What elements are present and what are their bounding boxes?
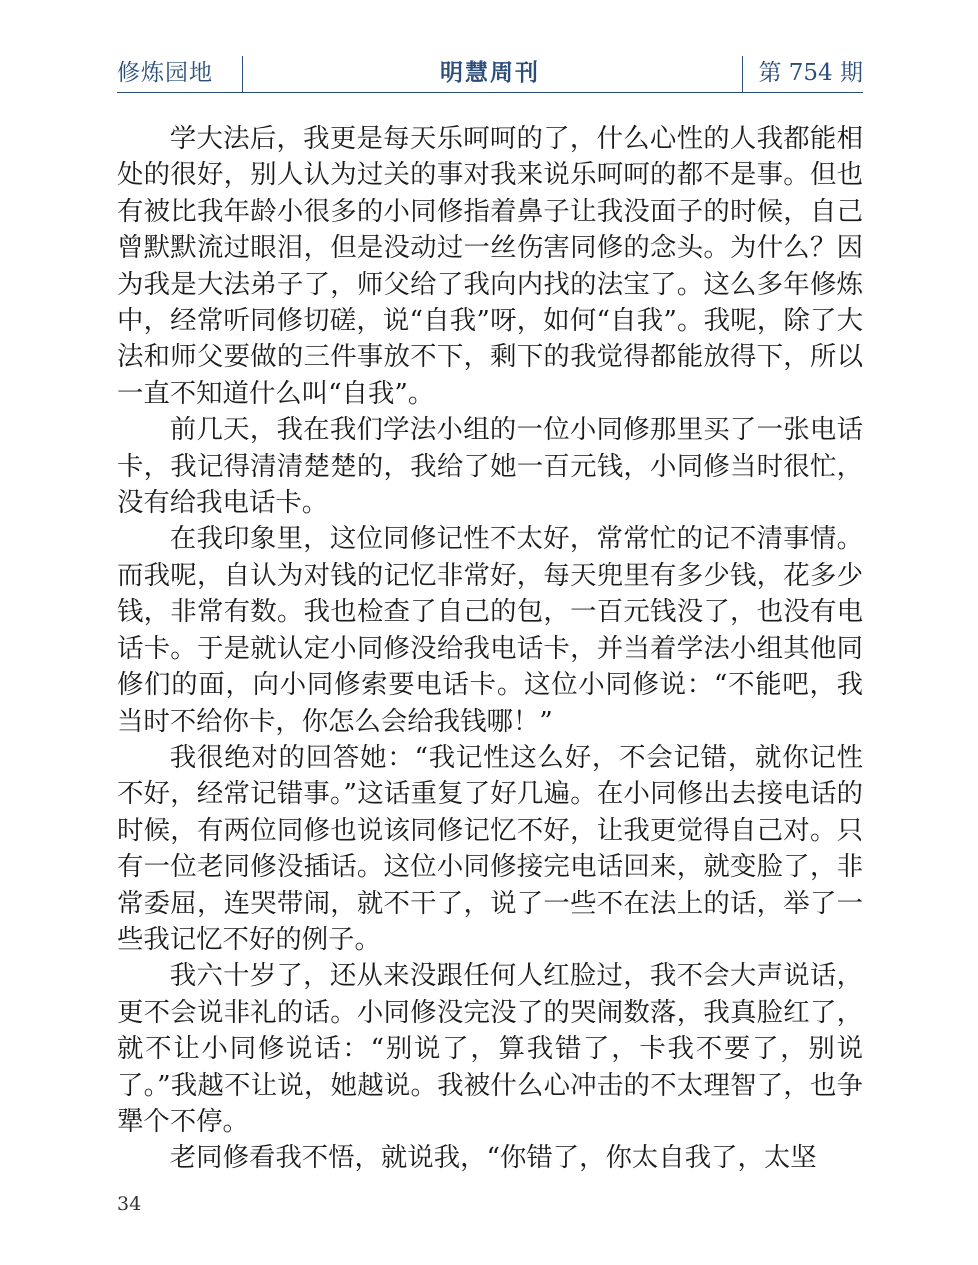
issue-number: 第 754 期 xyxy=(758,60,863,86)
section-name: 修炼园地 xyxy=(117,60,213,86)
paragraph: 我六十岁了，还从来没跟任何人红脸过，我不会大声说话，更不会说非礼的话。小同修没完没了的哭闹数落，我真脸红了，就不让小同修说话：“别说了，算我错了，卡我不要了，别说了。”我越不让说，她越说。我被什么心冲击的不太理智了，也争犟个不停。 xyxy=(117,960,863,1137)
page-number: 34 xyxy=(117,1193,142,1215)
paragraph: 在我印象里，这位同修记性不太好，常常忙的记不清事情。而我呢，自认为对钱的记忆非常好，每天兜里有多少钱，花多少钱，非常有数。我也检查了自己的包，一百元钱没了，也没有电话卡。于是就认定小同修没给我电话卡，并当着学法小组其他同修们的面，向小同修索要电话卡。这位小同修说：“不能吧，我当时不给你卡，你怎么会给我钱哪！” xyxy=(117,523,863,737)
paragraph: 老同修看我不悟，就说我，“你错了，你太自我了，太坚 xyxy=(169,1142,817,1174)
paragraph: 前几天，我在我们学法小组的一位小同修那里买了一张电话卡，我记得清清楚楚的，我给了她一百元钱，小同修当时很忙，没有给我电话卡。 xyxy=(117,414,863,519)
publication-title: 明慧周刊 xyxy=(440,59,540,86)
paragraph: 我很绝对的回答她：“我记性这么好，不会记错，就你记性不好，经常记错事。”这话重复了好几遍。在小同修出去接电话的时候，有两位同修也说该同修记忆不好，让我更觉得自己对。只有一位老同修没插话。这位小同修接完电话回来，就变脸了，非常委屈，连哭带闹，就不干了，说了一些不在法上的话，举了一些我记忆不好的例子。 xyxy=(117,741,863,955)
article-body xyxy=(117,121,863,1177)
paragraph: 学大法后，我更是每天乐呵呵的了，什么心性的人我都能相处的很好，别人认为过关的事对我来说乐呵呵的都不是事。但也有被比我年龄小很多的小同修指着鼻子让我没面子的时候，自己曾默默流过眼泪，但是没动过一丝伤害同修的念头。为什么？因为我是大法弟子了，师父给了我向内找的法宝了。这么多年修炼中，经常听同修切磋，说“自我”呀，如何“自我”。我呢，除了大法和师父要做的三件事放不下，剩下的我觉得都能放得下，所以一直不知道什么叫“自我”。 xyxy=(117,123,863,409)
header-divider-right xyxy=(742,56,743,92)
page-header xyxy=(117,50,863,93)
